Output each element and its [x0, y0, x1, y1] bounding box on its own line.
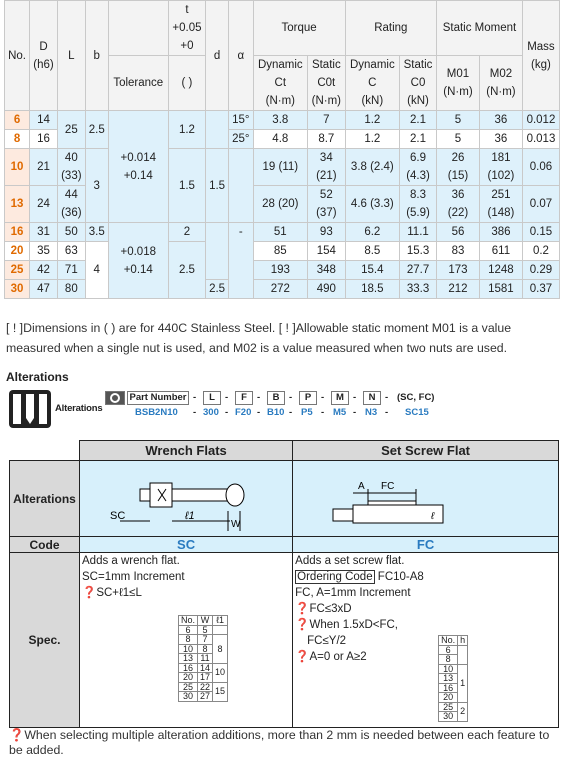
- table-row: 25 42 71 193 348 15.4 27.7 173 1248 0.29: [5, 261, 560, 280]
- mini2-head: h: [458, 636, 468, 646]
- mini2-row: 25 2: [439, 702, 468, 712]
- mini2-head: No.: [439, 636, 458, 646]
- svg-text:SC: SC: [110, 510, 126, 522]
- suffix: (SC, FC): [397, 392, 435, 403]
- col-set-screw-flat: Set Screw Flat: [293, 441, 559, 461]
- header-static-cot: Static C0t (N·m): [308, 56, 346, 111]
- spec-setscrew: Adds a set screw flat. Ordering Code FC10-A8 FC, A=1mm Increment ❓FC≤3xD ❓When 1.5xD<FC, FC≤Y/2 ❓A=0 or A≥2 No. h 6 8 10 1 13 16 20 25 2 30: [293, 553, 559, 728]
- table-row: 16 31 50 3.5 +0.018 +0.14 2 - 51 93 6.2 11.1 56 386 0.15: [5, 223, 560, 242]
- header-tol-paren: ( ): [168, 56, 205, 111]
- footnote: [6, 318, 558, 358]
- header-d-small: d: [206, 1, 229, 111]
- code-f: F: [235, 391, 253, 405]
- mini2-row: 8: [439, 655, 468, 665]
- header-alpha: α: [229, 1, 254, 111]
- table-row: 13 24 44 (36) 28 (20) 52 (37) 4.6 (3.3) 8.3 (5.9) 36 (22) 251 (148) 0.07: [5, 186, 560, 223]
- spec-table: [4, 0, 560, 299]
- mini1-row: 30 27: [179, 692, 228, 702]
- row-spec: Spec.: [10, 553, 80, 728]
- alterations-icon-label: Alterations: [55, 403, 103, 414]
- spec-wrench: Adds a wrench flat. SC=1mm Increment ❓SC+ℓ1≤L No. W ℓ1 6 5 8 7 8 10 8 13 11 16 14 10 20 17 25 22 15 30 27: [80, 553, 293, 728]
- set-screw-flat-diagram: [293, 461, 559, 537]
- caution-icon: ❓: [295, 651, 310, 663]
- caution-icon: ❓: [295, 603, 310, 615]
- footnote-line2: measured when a single nut is used, and M02 is a value measured when two nuts are used.: [6, 341, 508, 355]
- svg-text:ℓ1: ℓ1: [185, 510, 195, 522]
- mini1-row: 10 8: [179, 644, 228, 654]
- col-wrench-flats: Wrench Flats: [80, 441, 293, 461]
- svg-text:FC: FC: [381, 481, 395, 492]
- header-tolerance: Tolerance: [108, 56, 168, 111]
- header-static-moment: Static Moment: [437, 1, 523, 56]
- table-row: 6 14 25 2.5 +0.014 +0.14 1.2 15° 3.8 7 1.2 2.1 5 36 0.012: [5, 111, 560, 130]
- alterations-drill-icon: [9, 390, 51, 428]
- code-l: L: [203, 391, 221, 405]
- header-torque: Torque: [253, 1, 345, 56]
- header-t: t +0.05 +0: [168, 1, 205, 56]
- table-row: 8 16 25° 4.8 8.7 1.2 2.1 5 36 0.013: [5, 130, 560, 149]
- mini1-head: No.: [179, 616, 198, 626]
- mini1-head: ℓ1: [213, 616, 228, 626]
- mini1-row: 13 11: [179, 654, 228, 664]
- part-number-gear-icon: [105, 391, 125, 405]
- svg-text:W: W: [231, 519, 241, 530]
- header-b: b: [85, 1, 108, 111]
- header-m02: M02 (N·m): [479, 56, 522, 111]
- header-dynamic-ct: Dynamic Ct (N·m): [253, 56, 307, 111]
- header-rating: Rating: [345, 1, 436, 56]
- header-l: L: [57, 1, 85, 111]
- header-d: D (h6): [30, 1, 58, 111]
- header-no: No.: [5, 1, 30, 111]
- mini2-row: 30: [439, 712, 468, 722]
- table-row: 10 21 40 (33) 3 1.5 1.5 19 (11) 34 (21) 3.8 (2.4) 6.9 (4.3) 26 (15) 181 (102) 0.06: [5, 149, 560, 186]
- mini1-row: 6 5: [179, 625, 228, 635]
- mini1-row: 20 17: [179, 673, 228, 683]
- alterations-title: Alterations: [6, 370, 69, 384]
- bottom-note: ❓When selecting multiple alteration additions, more than 2 mm is needed between each feature to be added.: [9, 728, 550, 757]
- code-fc: FC: [293, 537, 559, 553]
- mini2-row: 16: [439, 683, 468, 693]
- footnote-line1: [ ! ]Dimensions in ( ) are for 440C Stainless Steel. [ ! ]Allowable static moment M01 is a value: [6, 321, 512, 335]
- code-m: M: [331, 391, 349, 405]
- alterations-table: [9, 440, 559, 728]
- svg-text:ℓ: ℓ: [431, 511, 435, 522]
- code-n: N: [363, 391, 381, 405]
- code-b: B: [267, 391, 285, 405]
- mini1-row: 8 7 8: [179, 635, 228, 645]
- code-p: P: [299, 391, 317, 405]
- code-sc: SC: [80, 537, 293, 553]
- mini2-row: 10 1: [439, 664, 468, 674]
- caution-icon: ❓: [295, 619, 310, 631]
- setscrew-mini-table: [438, 635, 468, 722]
- caution-icon: ❓: [9, 728, 25, 742]
- mini1-row: 16 14 10: [179, 663, 228, 673]
- row-code: Code: [10, 537, 80, 553]
- part-number-example: Part Number - L - F - B - P - M - N - (SC, FC) BSB2N10 - 300 - F20 - B10 - P5 - M5 - N3 - SC15: [105, 391, 485, 421]
- mini1-head: W: [198, 616, 213, 626]
- header-static-co: Static C0 (kN): [400, 56, 437, 111]
- mini2-row: 6: [439, 645, 468, 655]
- header-dynamic-c: Dynamic C (kN): [345, 56, 399, 111]
- part-number-label: Part Number: [127, 391, 189, 405]
- table-row: 30 47 80 2.5 272 490 18.5 33.3 212 1581 0.37: [5, 280, 560, 299]
- wrench-mini-table: [178, 615, 228, 702]
- mini2-row: 13: [439, 674, 468, 684]
- svg-text:A: A: [358, 481, 365, 492]
- header-m01: M01 (N·m): [437, 56, 480, 111]
- row-alterations: Alterations: [10, 461, 80, 537]
- caution-icon: ❓: [82, 587, 97, 599]
- mini2-row: 20: [439, 693, 468, 703]
- wrench-flat-diagram: [80, 461, 293, 537]
- mini1-row: 25 22 15: [179, 682, 228, 692]
- table-row: 20 35 63 4 2.5 85 154 8.5 15.3 83 611 0.2: [5, 242, 560, 261]
- header-mass: Mass (kg): [522, 1, 559, 111]
